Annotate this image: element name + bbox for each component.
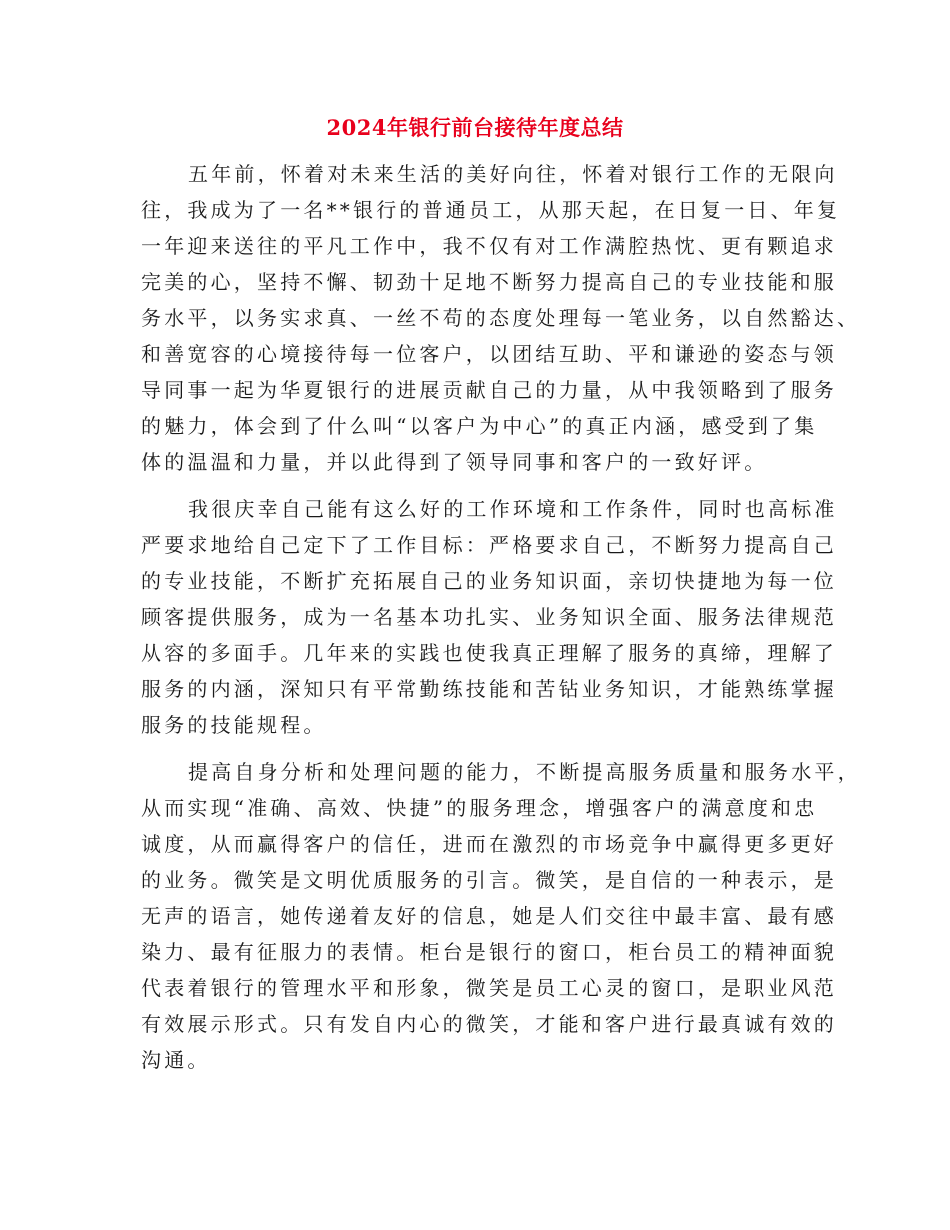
paragraph-1-line-6: 和善宽容的心境接待每一位客户，以团结互助、平和谦逊的姿态与领 [141, 342, 837, 366]
paragraph-3-line-2: 从而实现“准确、高效、快捷”的服务理念，增强客户的满意度和忠 [141, 796, 818, 820]
document-title: 2024年银行前台接待年度总结 [326, 115, 624, 140]
paragraph-2-line-3: 的专业技能，不断扩充拓展自己的业务知识面，亲切快捷地为每一位 [141, 569, 837, 593]
paragraph-2-line-4: 顾客提供服务，成为一名基本功扎实、业务知识全面、服务法律规范 [141, 605, 837, 629]
paragraph-2-line-7: 服务的技能规程。 [141, 713, 327, 737]
paragraph-1-line-9: 体的温温和力量，并以此得到了领导同事和客户的一致好评。 [141, 450, 768, 474]
paragraph-3-line-4: 的业务。微笑是文明优质服务的引言。微笑，是自信的一种表示，是 [141, 868, 837, 892]
paragraph-1-line-5: 务水平，以务实求真、一丝不苟的态度处理每一笔业务，以自然豁达、 [141, 306, 861, 330]
paragraph-3-line-1: 提高自身分析和处理问题的能力，不断提高服务质量和服务水平， [188, 760, 861, 784]
paragraph-3-line-9: 沟通。 [141, 1048, 211, 1072]
paragraph-1-line-7: 导同事一起为华夏银行的进展贡献自己的力量，从中我领略到了服务 [141, 378, 837, 402]
paragraph-3-line-5: 无声的语言，她传递着友好的信息，她是人们交往中最丰富、最有感 [141, 904, 837, 928]
paragraph-2-line-1: 我很庆幸自己能有这么好的工作环境和工作条件，同时也高标准 [188, 497, 838, 521]
paragraph-3-line-8: 有效展示形式。只有发自内心的微笑，才能和客户进行最真诚有效的 [141, 1012, 837, 1036]
paragraph-3-line-6: 染力、最有征服力的表情。柜台是银行的窗口，柜台员工的精神面貌 [141, 940, 837, 964]
paragraph-1-line-4: 完美的心，坚持不懈、韧劲十足地不断努力提高自己的专业技能和服 [141, 270, 837, 294]
paragraph-3-line-3: 诚度，从而赢得客户的信任，进而在激烈的市场竞争中赢得更多更好 [141, 832, 837, 856]
paragraph-1-line-1: 五年前，怀着对未来生活的美好向往，怀着对银行工作的无限向 [188, 162, 838, 186]
paragraph-2-line-6: 服务的内涵，深知只有平常勤练技能和苦钻业务知识，才能熟练掌握 [141, 677, 837, 701]
paragraph-1-line-3: 一年迎来送往的平凡工作中，我不仅有对工作满腔热忱、更有颗追求 [141, 234, 837, 258]
paragraph-2-line-2: 严要求地给自己定下了工作目标：严格要求自己，不断努力提高自己 [141, 533, 837, 557]
paragraph-2-line-5: 从容的多面手。几年来的实践也使我真正理解了服务的真缔，理解了 [141, 641, 837, 665]
paragraph-3-line-7: 代表着银行的管理水平和形象，微笑是员工心灵的窗口，是职业风范 [141, 976, 837, 1000]
paragraph-1-line-2: 往，我成为了一名**银行的普通员工，从那天起，在日复一日、年复 [141, 198, 841, 222]
paragraph-1-line-8: 的魅力，体会到了什么叫“以客户为中心”的真正内涵，感受到了集 [141, 414, 818, 438]
